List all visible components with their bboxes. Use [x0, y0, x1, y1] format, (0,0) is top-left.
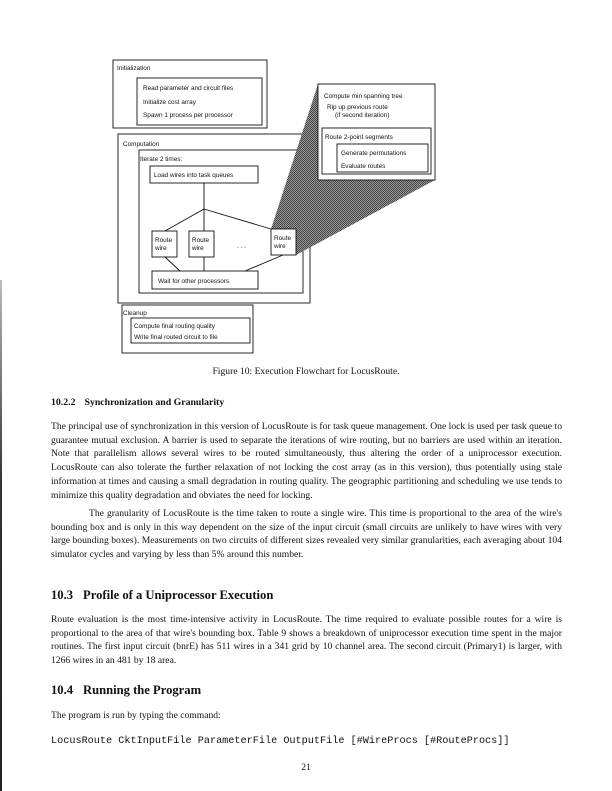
init-step: Spawn 1 process per processor [143, 112, 233, 119]
section-heading-10-3 [51, 588, 273, 603]
route-wire-label: Route [155, 237, 173, 244]
cleanup-step: Write final routed circuit to file [134, 334, 218, 341]
wait-label: Wait for other processors [158, 278, 230, 285]
initialization-block [113, 60, 267, 128]
route-wire-label: Route [192, 237, 210, 244]
detail-step: Compute min spanning tree [324, 93, 403, 100]
init-step: Initialize cost array [143, 99, 196, 106]
section-title: Profile of a Uniprocessor Execution [83, 588, 274, 602]
route-wire-label: Route [274, 235, 292, 242]
load-wires-label: Load wires into task queues [154, 172, 234, 179]
initialization-title: Initialization [117, 65, 151, 72]
paragraph-running-intro: The program is run by typing the command: [51, 710, 221, 721]
cleanup-step: Compute final routing quality [134, 323, 215, 330]
section-heading-10-2-2 [51, 397, 224, 408]
segments-title: Route 2-point segments [325, 134, 393, 141]
section-title: Running the Program [83, 683, 202, 697]
cleanup-title: Cleanup [123, 310, 147, 317]
iterate-label: Iterate 2 times: [140, 156, 183, 163]
paragraph-profile: Route evaluation is the most time-intensive activity in LocusRoute. The time required to evaluate possible routes for a wire is proportional to the area of that wire's bounding box. Table 9 shows a breakdown of uniprocessor execution time spent in the major routines. The first input circuit (bnrE) has 511 wires in a 341 grid by 10 channel area. The second circuit (Primary1) is larger, with 1266 wires in an 481 by 18 area. [51, 614, 562, 667]
computation-title: Computation [123, 141, 160, 148]
detail-sub-step: Generate permutations [341, 150, 407, 157]
section-number: 10.4 [51, 683, 74, 697]
detail-step: Rip up previous route [327, 104, 388, 111]
command-line: LocusRoute CktInputFile ParameterFile OutputFile [#WireProcs [#RouteProcs]] [51, 736, 510, 747]
detail-sub-step: Evaluate routes [341, 163, 386, 170]
route-wire-detail-block [318, 84, 435, 180]
route-wire-label: wire [274, 243, 286, 250]
page-number: 21 [301, 762, 311, 773]
figure-caption: Figure 10: Execution Flowchart for LocusRoute. [212, 366, 400, 377]
execution-flowchart [0, 0, 612, 370]
section-number: 10.3 [51, 588, 74, 602]
route-wire-label: wire [192, 245, 204, 252]
section-number: 10.2.2 [51, 397, 76, 408]
detail-step-note: (if second iteration) [335, 112, 390, 119]
paragraph-granularity: The granularity of LocusRoute is the time taken to route a single wire. This time is proportional to the area of the wire's bounding box and is only in this way dependent on the size of the input circuit (small circuits are unlikely to have wires with very large bounding boxes). Measurements on two circuits of different sizes revealed very similar granularities, each averaging about 104 simulator cycles and varying by less than 5% around this number. [51, 508, 562, 561]
init-step: Read parameter and circuit files [143, 85, 234, 92]
route-wire-label: wire [155, 245, 167, 252]
paragraph-synchronization: The principal use of synchronization in this version of LocusRoute is for task queue management. One lock is used per task queue to guarantee mutual exclusion. A barrier is used to separate the iterations of wire routing, but no barriers are used within an iteration. Note that parallelism allows several wires to be routed simultaneously, thus altering the order of a uniprocessor execution. LocusRoute can also tolerate the further relaxation of not locking the cost array (as in this version), thus potentially using stale information at times and causing a small degradation in routing quality. The geographic partitioning and scheduling we use tends to minimize this quality degradation and obviates the need for locking. [51, 421, 562, 501]
ellipsis: . . . [237, 243, 246, 250]
section-heading-10-4 [51, 683, 201, 698]
cleanup-block [122, 305, 253, 353]
section-title: Synchronization and Granularity [84, 397, 225, 408]
